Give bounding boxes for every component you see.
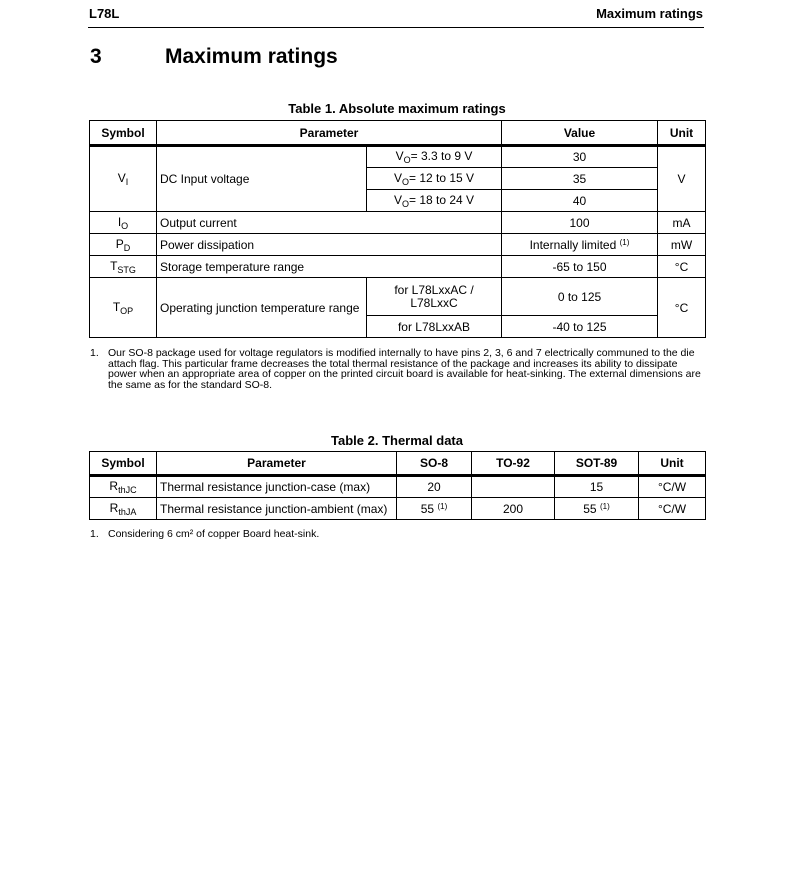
symbol-cell: $I_O$ [90, 212, 157, 234]
so8-cell: 20 [397, 476, 472, 498]
footnote-ref: (1) [599, 501, 610, 511]
unit-cell: °C [658, 278, 706, 338]
col-header-parameter: Parameter [157, 452, 397, 476]
header-rule [88, 27, 704, 28]
value-cell: -40 to 125 [502, 316, 658, 338]
table-row [90, 498, 706, 520]
parameter-cell: Storage temperature range [157, 256, 502, 278]
sot89-cell: 55 $^{(1)}$ [555, 498, 639, 520]
value-cell: 40 [502, 190, 658, 212]
footnote-ref: (1) [437, 501, 448, 511]
col-header-to92: TO-92 [472, 452, 555, 476]
symbol-cell: $R_{thJC}$ [90, 476, 157, 498]
table-row [90, 212, 706, 234]
to92-cell: 200 [472, 498, 555, 520]
condition-cell: for L78LxxAC / L78LxxC [367, 278, 502, 316]
symbol-cell: $T_{OP}$ [90, 278, 157, 338]
footnote-ref: (1) [619, 237, 630, 247]
symbol-cell: $P_D$ [90, 234, 157, 256]
symbol-cell: $T_{STG}$ [90, 256, 157, 278]
running-header-left: L78L [89, 6, 120, 21]
section-title: Maximum ratings [165, 45, 338, 68]
table1-caption: Table 1. Absolute maximum ratings [288, 101, 506, 116]
col-header-unit: Unit [658, 121, 706, 146]
table-row [90, 234, 706, 256]
thermal-data-table [89, 451, 706, 520]
table-row [90, 476, 706, 498]
parameter-cell: DC Input voltage [157, 146, 367, 212]
value-cell: 0 to 125 [502, 278, 658, 316]
table2-caption: Table 2. Thermal data [331, 433, 463, 448]
parameter-cell: Thermal resistance junction-ambient (max) [157, 498, 397, 520]
parameter-cell: Power dissipation [157, 234, 502, 256]
condition-cell: $V_O= 18$ to 24 V [367, 190, 502, 212]
symbol-cell: $V_I$ [90, 146, 157, 212]
parameter-cell: Operating junction temperature range [157, 278, 367, 338]
unit-cell: °C [658, 256, 706, 278]
parameter-cell: Output current [157, 212, 502, 234]
table2-footnote: 1. Considering 6 cm² of copper Board heat-sink. [90, 528, 320, 540]
sot89-cell: 15 [555, 476, 639, 498]
running-header-right: Maximum ratings [596, 6, 703, 21]
col-header-unit: Unit [639, 452, 706, 476]
unit-cell: °C/W [639, 476, 706, 498]
symbol-cell: $R_{thJA}$ [90, 498, 157, 520]
value-cell: 30 [502, 146, 658, 168]
condition-cell: for L78LxxAB [367, 316, 502, 338]
unit-cell: mW [658, 234, 706, 256]
absolute-maximum-ratings-table [89, 120, 706, 338]
value-cell: -65 to 150 [502, 256, 658, 278]
col-header-value: Value [502, 121, 658, 146]
col-header-symbol: Symbol [90, 121, 157, 146]
value-cell: Internally limited $^{(1)}$ [502, 234, 658, 256]
so8-cell: 55 $^{(1)}$ [397, 498, 472, 520]
unit-cell: mA [658, 212, 706, 234]
table-row [90, 256, 706, 278]
table1-footnote: 1. Our SO-8 package used for voltage regulators is modified internally to have pins 2, 3, 6 and 7 electrically communed to the die attach flag. This particular frame decreases the total thermal resistance of the package and increases its ability to dissipate power when an appropriate area of copper on the printed circuit board is available for heat-sinking. The external dimensions are the same as for the standard SO-8. [90, 347, 701, 391]
value-cell: 100 [502, 212, 658, 234]
col-header-so8: SO-8 [397, 452, 472, 476]
value-cell: 35 [502, 168, 658, 190]
table-row [90, 146, 706, 168]
col-header-symbol: Symbol [90, 452, 157, 476]
to92-cell [472, 476, 555, 498]
section-number: 3 [90, 45, 102, 68]
col-header-sot89: SOT-89 [555, 452, 639, 476]
parameter-cell: Thermal resistance junction-case (max) [157, 476, 397, 498]
condition-cell: $V_O= 3.3$ to 9 V [367, 146, 502, 168]
unit-cell: V [658, 146, 706, 212]
table-row [90, 278, 706, 316]
condition-cell: $V_O= 12$ to 15 V [367, 168, 502, 190]
unit-cell: °C/W [639, 498, 706, 520]
col-header-parameter: Parameter [157, 121, 502, 146]
